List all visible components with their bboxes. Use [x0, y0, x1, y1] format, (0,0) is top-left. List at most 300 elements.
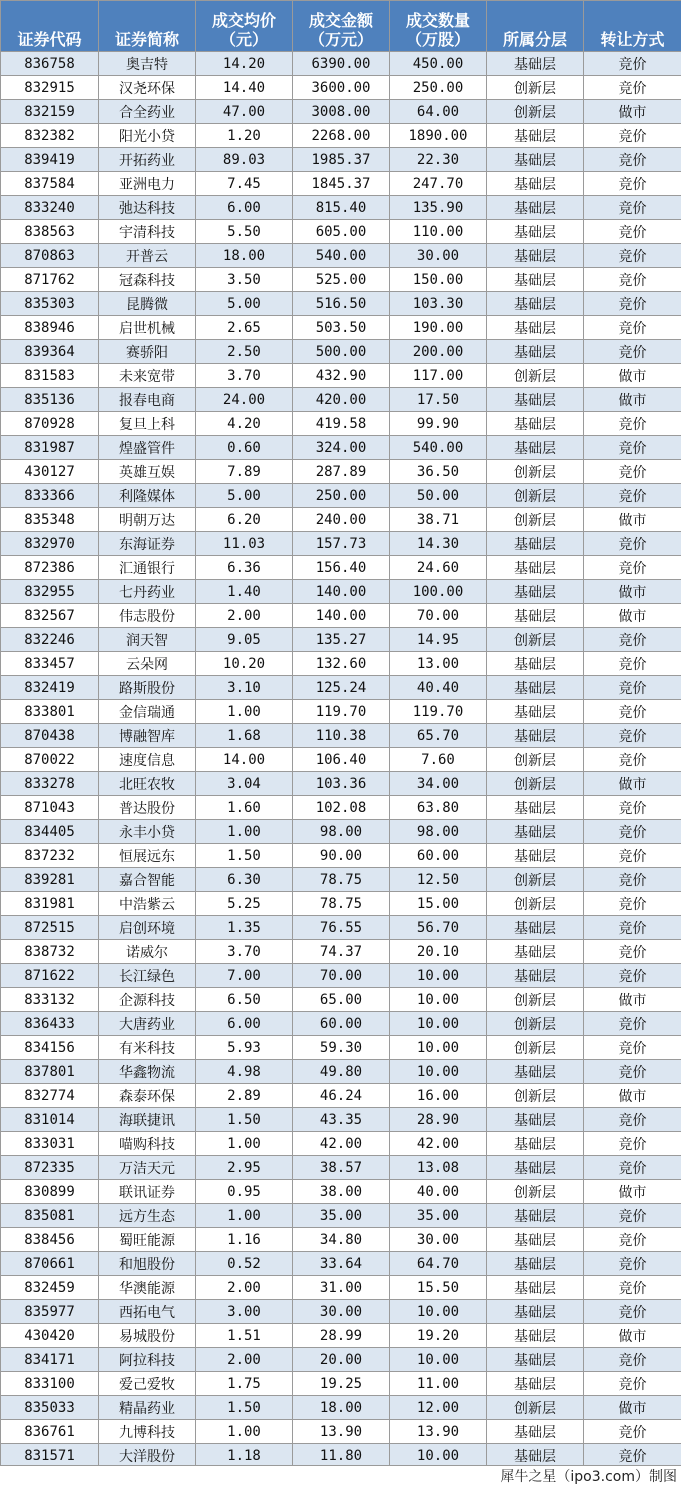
tier-cell: 基础层 — [487, 1324, 584, 1348]
avg-price-cell: 4.98 — [196, 1060, 293, 1084]
avg-price-cell: 7.00 — [196, 964, 293, 988]
volume-cell: 150.00 — [390, 268, 487, 292]
avg-price-cell: 1.00 — [196, 1420, 293, 1444]
amount-cell: 157.73 — [293, 532, 390, 556]
transfer-mode-cell: 做市 — [584, 580, 681, 604]
transfer-mode-cell: 做市 — [584, 1324, 681, 1348]
tier-cell: 基础层 — [487, 316, 584, 340]
tier-cell: 创新层 — [487, 1180, 584, 1204]
name-cell: 复旦上科 — [99, 412, 196, 436]
name-cell: 云朵网 — [99, 652, 196, 676]
code-cell: 833132 — [1, 988, 99, 1012]
transfer-mode-cell: 竞价 — [584, 1204, 681, 1228]
table-row — [1, 1012, 681, 1036]
table-row — [1, 436, 681, 460]
code-cell: 831583 — [1, 364, 99, 388]
code-cell: 839419 — [1, 148, 99, 172]
name-cell: 合全药业 — [99, 100, 196, 124]
code-cell: 832159 — [1, 100, 99, 124]
tier-cell: 基础层 — [487, 916, 584, 940]
transfer-mode-cell: 竞价 — [584, 724, 681, 748]
name-cell: 启创环境 — [99, 916, 196, 940]
tier-cell: 创新层 — [487, 892, 584, 916]
code-cell: 833366 — [1, 484, 99, 508]
table-row — [1, 388, 681, 412]
name-cell: 企源科技 — [99, 988, 196, 1012]
transfer-mode-cell: 竞价 — [584, 268, 681, 292]
volume-cell: 19.20 — [390, 1324, 487, 1348]
name-cell: 伟志股份 — [99, 604, 196, 628]
transfer-mode-cell: 竞价 — [584, 1156, 681, 1180]
avg-price-cell: 4.20 — [196, 412, 293, 436]
amount-cell: 18.00 — [293, 1396, 390, 1420]
table-row — [1, 1156, 681, 1180]
table-row — [1, 628, 681, 652]
volume-cell: 12.50 — [390, 868, 487, 892]
transfer-mode-cell: 竞价 — [584, 1420, 681, 1444]
tier-cell: 基础层 — [487, 220, 584, 244]
volume-cell: 56.70 — [390, 916, 487, 940]
transfer-mode-cell: 竞价 — [584, 916, 681, 940]
avg-price-cell: 1.35 — [196, 916, 293, 940]
code-cell: 835977 — [1, 1300, 99, 1324]
transfer-mode-cell: 竞价 — [584, 484, 681, 508]
code-cell: 872515 — [1, 916, 99, 940]
tier-cell: 基础层 — [487, 844, 584, 868]
transfer-mode-cell: 竞价 — [584, 52, 681, 76]
tier-cell: 创新层 — [487, 772, 584, 796]
table-body — [1, 52, 681, 1468]
tier-cell: 基础层 — [487, 796, 584, 820]
name-cell: 博融智库 — [99, 724, 196, 748]
code-cell: 430127 — [1, 460, 99, 484]
volume-cell: 30.00 — [390, 244, 487, 268]
volume-cell: 36.50 — [390, 460, 487, 484]
volume-cell: 100.00 — [390, 580, 487, 604]
table-row — [1, 412, 681, 436]
amount-cell: 43.35 — [293, 1108, 390, 1132]
table-row — [1, 1372, 681, 1396]
name-cell: 诺威尔 — [99, 940, 196, 964]
table-row — [1, 460, 681, 484]
amount-cell: 240.00 — [293, 508, 390, 532]
amount-cell: 103.36 — [293, 772, 390, 796]
name-cell: 爱己爱牧 — [99, 1372, 196, 1396]
code-cell: 838456 — [1, 1228, 99, 1252]
tier-cell: 基础层 — [487, 172, 584, 196]
code-cell: 871043 — [1, 796, 99, 820]
table-row — [1, 1228, 681, 1252]
header-row — [1, 1, 681, 52]
volume-cell: 28.90 — [390, 1108, 487, 1132]
table-row — [1, 748, 681, 772]
transfer-mode-cell: 竞价 — [584, 316, 681, 340]
tier-cell: 创新层 — [487, 1084, 584, 1108]
avg-price-cell: 6.36 — [196, 556, 293, 580]
table-row — [1, 316, 681, 340]
name-cell: 中浩紫云 — [99, 892, 196, 916]
amount-cell: 156.40 — [293, 556, 390, 580]
volume-cell: 10.00 — [390, 1036, 487, 1060]
avg-price-cell: 3.10 — [196, 676, 293, 700]
amount-cell: 102.08 — [293, 796, 390, 820]
tier-cell: 基础层 — [487, 1300, 584, 1324]
volume-cell: 135.90 — [390, 196, 487, 220]
amount-cell: 6390.00 — [293, 52, 390, 76]
amount-cell: 42.00 — [293, 1132, 390, 1156]
code-cell: 835033 — [1, 1396, 99, 1420]
volume-cell: 10.00 — [390, 1300, 487, 1324]
table-row — [1, 772, 681, 796]
transfer-mode-cell: 竞价 — [584, 436, 681, 460]
amount-cell: 38.57 — [293, 1156, 390, 1180]
amount-cell: 140.00 — [293, 604, 390, 628]
amount-cell: 525.00 — [293, 268, 390, 292]
code-cell: 837584 — [1, 172, 99, 196]
table-row — [1, 172, 681, 196]
avg-price-cell: 5.93 — [196, 1036, 293, 1060]
transfer-mode-cell: 竞价 — [584, 532, 681, 556]
name-cell: 普达股份 — [99, 796, 196, 820]
code-cell: 837232 — [1, 844, 99, 868]
volume-cell: 10.00 — [390, 1012, 487, 1036]
amount-cell: 119.70 — [293, 700, 390, 724]
tier-cell: 创新层 — [487, 1036, 584, 1060]
name-cell: 宇清科技 — [99, 220, 196, 244]
volume-cell: 16.00 — [390, 1084, 487, 1108]
table-row — [1, 1324, 681, 1348]
table-row — [1, 604, 681, 628]
name-cell: 开拓药业 — [99, 148, 196, 172]
volume-cell: 540.00 — [390, 436, 487, 460]
avg-price-cell: 5.00 — [196, 292, 293, 316]
amount-cell: 11.80 — [293, 1444, 390, 1468]
table-row — [1, 1252, 681, 1276]
name-cell: 汇通银行 — [99, 556, 196, 580]
avg-price-cell: 1.40 — [196, 580, 293, 604]
table-row — [1, 148, 681, 172]
transfer-mode-cell: 竞价 — [584, 652, 681, 676]
table-row — [1, 892, 681, 916]
transfer-mode-cell: 竞价 — [584, 1012, 681, 1036]
amount-cell: 76.55 — [293, 916, 390, 940]
table-row — [1, 268, 681, 292]
tier-cell: 创新层 — [487, 76, 584, 100]
transfer-mode-cell: 竞价 — [584, 148, 681, 172]
transfer-mode-cell: 竞价 — [584, 76, 681, 100]
code-cell: 430420 — [1, 1324, 99, 1348]
avg-price-cell: 2.50 — [196, 340, 293, 364]
name-cell: 英雄互娱 — [99, 460, 196, 484]
tier-cell: 创新层 — [487, 508, 584, 532]
transfer-mode-cell: 竞价 — [584, 628, 681, 652]
table-row — [1, 52, 681, 76]
volume-cell: 14.95 — [390, 628, 487, 652]
table-row — [1, 988, 681, 1012]
avg-price-cell: 1.75 — [196, 1372, 293, 1396]
code-cell: 831014 — [1, 1108, 99, 1132]
volume-cell: 60.00 — [390, 844, 487, 868]
name-cell: 报春电商 — [99, 388, 196, 412]
tier-cell: 基础层 — [487, 1156, 584, 1180]
name-cell: 东海证券 — [99, 532, 196, 556]
code-cell: 832915 — [1, 76, 99, 100]
name-cell: 开普云 — [99, 244, 196, 268]
avg-price-cell: 3.00 — [196, 1300, 293, 1324]
avg-price-cell: 24.00 — [196, 388, 293, 412]
tier-cell: 基础层 — [487, 964, 584, 988]
avg-price-cell: 1.00 — [196, 700, 293, 724]
transfer-mode-cell: 竞价 — [584, 1060, 681, 1084]
tier-cell: 基础层 — [487, 676, 584, 700]
amount-cell: 46.24 — [293, 1084, 390, 1108]
name-cell: 阿拉科技 — [99, 1348, 196, 1372]
name-cell: 利隆媒体 — [99, 484, 196, 508]
avg-price-cell: 1.60 — [196, 796, 293, 820]
volume-cell: 15.50 — [390, 1276, 487, 1300]
transfer-mode-cell: 竞价 — [584, 412, 681, 436]
table-header — [1, 1, 681, 52]
table-row — [1, 1108, 681, 1132]
code-cell: 872335 — [1, 1156, 99, 1180]
transfer-mode-cell: 竞价 — [584, 868, 681, 892]
volume-cell: 190.00 — [390, 316, 487, 340]
volume-cell: 12.00 — [390, 1396, 487, 1420]
code-cell: 833100 — [1, 1372, 99, 1396]
table-row — [1, 1444, 681, 1468]
tier-cell: 基础层 — [487, 1444, 584, 1468]
avg-price-cell: 1.00 — [196, 820, 293, 844]
volume-cell: 35.00 — [390, 1204, 487, 1228]
tier-cell: 基础层 — [487, 1060, 584, 1084]
table-row — [1, 940, 681, 964]
tier-cell: 基础层 — [487, 820, 584, 844]
volume-cell: 30.00 — [390, 1228, 487, 1252]
tier-cell: 基础层 — [487, 1228, 584, 1252]
column-header: 成交金额 （万元） — [293, 1, 390, 52]
volume-cell: 13.90 — [390, 1420, 487, 1444]
name-cell: 西拓电气 — [99, 1300, 196, 1324]
tier-cell: 基础层 — [487, 148, 584, 172]
amount-cell: 78.75 — [293, 892, 390, 916]
tier-cell: 基础层 — [487, 580, 584, 604]
transfer-mode-cell: 竞价 — [584, 196, 681, 220]
code-cell: 835136 — [1, 388, 99, 412]
avg-price-cell: 1.50 — [196, 844, 293, 868]
avg-price-cell: 5.50 — [196, 220, 293, 244]
transfer-mode-cell: 竞价 — [584, 964, 681, 988]
avg-price-cell: 6.20 — [196, 508, 293, 532]
tier-cell: 基础层 — [487, 556, 584, 580]
table-row — [1, 1276, 681, 1300]
amount-cell: 110.38 — [293, 724, 390, 748]
transfer-mode-cell: 竞价 — [584, 1228, 681, 1252]
column-header: 成交数量 （万股） — [390, 1, 487, 52]
tier-cell: 创新层 — [487, 484, 584, 508]
code-cell: 870661 — [1, 1252, 99, 1276]
amount-cell: 1985.37 — [293, 148, 390, 172]
avg-price-cell: 14.40 — [196, 76, 293, 100]
transfer-mode-cell: 做市 — [584, 1180, 681, 1204]
transfer-mode-cell: 竞价 — [584, 1348, 681, 1372]
avg-price-cell: 9.05 — [196, 628, 293, 652]
amount-cell: 135.27 — [293, 628, 390, 652]
volume-cell: 10.00 — [390, 1348, 487, 1372]
transfer-mode-cell: 竞价 — [584, 556, 681, 580]
name-cell: 煌盛管件 — [99, 436, 196, 460]
tier-cell: 基础层 — [487, 604, 584, 628]
code-cell: 833801 — [1, 700, 99, 724]
tier-cell: 创新层 — [487, 364, 584, 388]
transfer-mode-cell: 竞价 — [584, 1132, 681, 1156]
column-header: 转让方式 — [584, 1, 681, 52]
name-cell: 昆腾微 — [99, 292, 196, 316]
transfer-mode-cell: 竞价 — [584, 1036, 681, 1060]
amount-cell: 34.80 — [293, 1228, 390, 1252]
avg-price-cell: 6.30 — [196, 868, 293, 892]
name-cell: 弛达科技 — [99, 196, 196, 220]
amount-cell: 516.50 — [293, 292, 390, 316]
volume-cell: 50.00 — [390, 484, 487, 508]
avg-price-cell: 2.00 — [196, 1348, 293, 1372]
volume-cell: 110.00 — [390, 220, 487, 244]
table-row — [1, 964, 681, 988]
name-cell: 润天智 — [99, 628, 196, 652]
amount-cell: 33.64 — [293, 1252, 390, 1276]
volume-cell: 64.70 — [390, 1252, 487, 1276]
table-row — [1, 724, 681, 748]
avg-price-cell: 5.00 — [196, 484, 293, 508]
code-cell: 837801 — [1, 1060, 99, 1084]
code-cell: 832955 — [1, 580, 99, 604]
transfer-mode-cell: 做市 — [584, 1084, 681, 1108]
code-cell: 832567 — [1, 604, 99, 628]
code-cell: 832419 — [1, 676, 99, 700]
code-cell: 830899 — [1, 1180, 99, 1204]
name-cell: 阳光小贷 — [99, 124, 196, 148]
tier-cell: 基础层 — [487, 196, 584, 220]
amount-cell: 125.24 — [293, 676, 390, 700]
name-cell: 赛骄阳 — [99, 340, 196, 364]
avg-price-cell: 1.51 — [196, 1324, 293, 1348]
code-cell: 871622 — [1, 964, 99, 988]
tier-cell: 基础层 — [487, 292, 584, 316]
tier-cell: 创新层 — [487, 628, 584, 652]
table-row — [1, 292, 681, 316]
tier-cell: 基础层 — [487, 1108, 584, 1132]
avg-price-cell: 3.04 — [196, 772, 293, 796]
volume-cell: 1890.00 — [390, 124, 487, 148]
name-cell: 路斯股份 — [99, 676, 196, 700]
table-row — [1, 340, 681, 364]
transfer-mode-cell: 竞价 — [584, 1276, 681, 1300]
name-cell: 永丰小贷 — [99, 820, 196, 844]
table-row — [1, 220, 681, 244]
code-cell: 870438 — [1, 724, 99, 748]
avg-price-cell: 1.68 — [196, 724, 293, 748]
transfer-mode-cell: 竞价 — [584, 748, 681, 772]
table-row — [1, 1204, 681, 1228]
volume-cell: 10.00 — [390, 964, 487, 988]
amount-cell: 250.00 — [293, 484, 390, 508]
table-row — [1, 652, 681, 676]
name-cell: 启世机械 — [99, 316, 196, 340]
tier-cell: 创新层 — [487, 460, 584, 484]
name-cell: 速度信息 — [99, 748, 196, 772]
avg-price-cell: 0.52 — [196, 1252, 293, 1276]
volume-cell: 13.00 — [390, 652, 487, 676]
amount-cell: 70.00 — [293, 964, 390, 988]
table-row — [1, 1036, 681, 1060]
amount-cell: 420.00 — [293, 388, 390, 412]
volume-cell: 38.71 — [390, 508, 487, 532]
name-cell: 有米科技 — [99, 1036, 196, 1060]
tier-cell: 基础层 — [487, 124, 584, 148]
avg-price-cell: 1.50 — [196, 1108, 293, 1132]
name-cell: 大洋股份 — [99, 1444, 196, 1468]
transfer-mode-cell: 竞价 — [584, 292, 681, 316]
volume-cell: 117.00 — [390, 364, 487, 388]
transfer-mode-cell: 竞价 — [584, 700, 681, 724]
volume-cell: 40.00 — [390, 1180, 487, 1204]
volume-cell: 103.30 — [390, 292, 487, 316]
avg-price-cell: 1.20 — [196, 124, 293, 148]
tier-cell: 基础层 — [487, 340, 584, 364]
code-cell: 838563 — [1, 220, 99, 244]
volume-cell: 247.70 — [390, 172, 487, 196]
transfer-mode-cell: 做市 — [584, 364, 681, 388]
tier-cell: 创新层 — [487, 988, 584, 1012]
amount-cell: 13.90 — [293, 1420, 390, 1444]
code-cell: 832970 — [1, 532, 99, 556]
tier-cell: 基础层 — [487, 436, 584, 460]
code-cell: 838732 — [1, 940, 99, 964]
table-row — [1, 1396, 681, 1420]
avg-price-cell: 1.00 — [196, 1132, 293, 1156]
avg-price-cell: 1.18 — [196, 1444, 293, 1468]
name-cell: 易城股份 — [99, 1324, 196, 1348]
avg-price-cell: 47.00 — [196, 100, 293, 124]
tier-cell: 基础层 — [487, 532, 584, 556]
tier-cell: 创新层 — [487, 868, 584, 892]
volume-cell: 40.40 — [390, 676, 487, 700]
code-cell: 839364 — [1, 340, 99, 364]
amount-cell: 3008.00 — [293, 100, 390, 124]
tier-cell: 基础层 — [487, 244, 584, 268]
transfer-mode-cell: 做市 — [584, 1396, 681, 1420]
amount-cell: 605.00 — [293, 220, 390, 244]
volume-cell: 15.00 — [390, 892, 487, 916]
table-row — [1, 484, 681, 508]
transfer-mode-cell: 竞价 — [584, 844, 681, 868]
table-row — [1, 124, 681, 148]
volume-cell: 119.70 — [390, 700, 487, 724]
table-row — [1, 580, 681, 604]
table-row — [1, 1300, 681, 1324]
table-row — [1, 1180, 681, 1204]
volume-cell: 17.50 — [390, 388, 487, 412]
avg-price-cell: 7.89 — [196, 460, 293, 484]
code-cell: 834405 — [1, 820, 99, 844]
volume-cell: 14.30 — [390, 532, 487, 556]
code-cell: 871762 — [1, 268, 99, 292]
volume-cell: 250.00 — [390, 76, 487, 100]
name-cell: 嘉合智能 — [99, 868, 196, 892]
tier-cell: 基础层 — [487, 724, 584, 748]
table-row — [1, 244, 681, 268]
name-cell: 大唐药业 — [99, 1012, 196, 1036]
column-header: 证券简称 — [99, 1, 196, 52]
